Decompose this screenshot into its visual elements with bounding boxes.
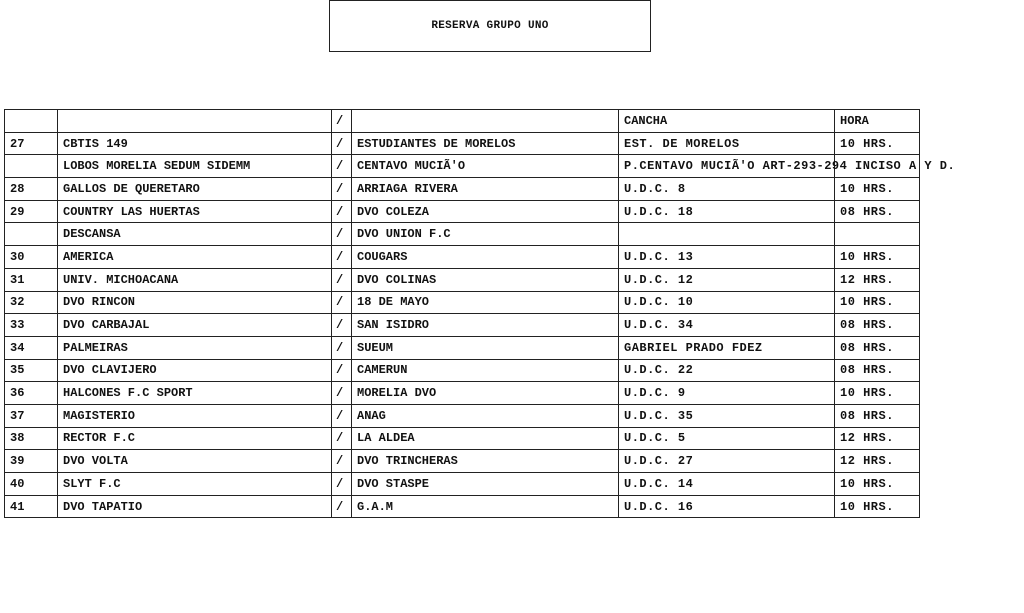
match-time: 10 HRS. (835, 178, 920, 201)
table-row (5, 495, 920, 518)
table-row (5, 178, 920, 201)
away-team: CAMERUN (352, 359, 619, 382)
versus-separator: / (332, 427, 352, 450)
match-number: 40 (5, 473, 58, 496)
versus-separator: / (332, 495, 352, 518)
header-home (58, 110, 332, 133)
table-row (5, 246, 920, 269)
field-name: U.D.C. 9 (619, 382, 835, 405)
schedule-body (5, 110, 956, 518)
match-number (5, 155, 58, 178)
table-row (5, 268, 920, 291)
table-row (5, 359, 920, 382)
table-row (5, 314, 920, 337)
home-team: DVO VOLTA (58, 450, 332, 473)
match-number: 33 (5, 314, 58, 337)
home-team: HALCONES F.C SPORT (58, 382, 332, 405)
away-team: ESTUDIANTES DE MORELOS (352, 132, 619, 155)
field-name: U.D.C. 34 (619, 314, 835, 337)
versus-separator: / (332, 155, 352, 178)
match-number: 30 (5, 246, 58, 269)
versus-separator: / (332, 404, 352, 427)
away-team: ARRIAGA RIVERA (352, 178, 619, 201)
match-time: 12 HRS. (835, 450, 920, 473)
field-name: U.D.C. 10 (619, 291, 835, 314)
table-row (5, 382, 920, 405)
match-time: 10 HRS. (835, 473, 920, 496)
home-team: DVO RINCON (58, 291, 332, 314)
field-name: U.D.C. 12 (619, 268, 835, 291)
field-name: U.D.C. 35 (619, 404, 835, 427)
table-row (5, 200, 920, 223)
versus-separator: / (332, 382, 352, 405)
match-time: 12 HRS. (835, 268, 920, 291)
table-row (5, 450, 920, 473)
match-time: 10 HRS. (835, 246, 920, 269)
table-row (5, 336, 920, 359)
match-number: 35 (5, 359, 58, 382)
match-time: 08 HRS. (835, 200, 920, 223)
away-team: DVO TRINCHERAS (352, 450, 619, 473)
match-time: 10 HRS. (835, 495, 920, 518)
field-name (619, 223, 835, 246)
away-team: DVO COLINAS (352, 268, 619, 291)
home-team: LOBOS MORELIA SEDUM SIDEMM (58, 155, 332, 178)
home-team: SLYT F.C (58, 473, 332, 496)
field-name: EST. DE MORELOS (619, 132, 835, 155)
home-team: PALMEIRAS (58, 336, 332, 359)
home-team: DESCANSA (58, 223, 332, 246)
field-name: U.D.C. 27 (619, 450, 835, 473)
match-number: 36 (5, 382, 58, 405)
header-time: HORA (835, 110, 920, 133)
versus-separator: / (332, 473, 352, 496)
versus-separator: / (332, 314, 352, 337)
match-time: 08 HRS. (835, 336, 920, 359)
table-row (5, 291, 920, 314)
home-team: CBTIS 149 (58, 132, 332, 155)
header-field: CANCHA (619, 110, 835, 133)
versus-separator: / (332, 178, 352, 201)
field-name: U.D.C. 5 (619, 427, 835, 450)
header-sep: / (332, 110, 352, 133)
field-name: U.D.C. 8 (619, 178, 835, 201)
match-time: 08 HRS. (835, 404, 920, 427)
field-name: U.D.C. 16 (619, 495, 835, 518)
match-number: 28 (5, 178, 58, 201)
field-name: U.D.C. 14 (619, 473, 835, 496)
table-row (5, 132, 920, 155)
away-team: 18 DE MAYO (352, 291, 619, 314)
table-row (5, 427, 920, 450)
match-number: 38 (5, 427, 58, 450)
table-row (5, 223, 920, 246)
home-team: GALLOS DE QUERETARO (58, 178, 332, 201)
match-time: 08 HRS. (835, 314, 920, 337)
match-time: 08 HRS. (835, 359, 920, 382)
document-title: RESERVA GRUPO UNO (329, 0, 651, 52)
match-number: 39 (5, 450, 58, 473)
versus-separator: / (332, 336, 352, 359)
match-time: 10 HRS. (835, 291, 920, 314)
match-number: 34 (5, 336, 58, 359)
table-row (5, 473, 920, 496)
versus-separator: / (332, 359, 352, 382)
match-time: 10 HRS. (835, 382, 920, 405)
home-team: DVO CARBAJAL (58, 314, 332, 337)
away-team: DVO COLEZA (352, 200, 619, 223)
table-row (5, 404, 920, 427)
away-team: ANAG (352, 404, 619, 427)
away-team: DVO UNION F.C (352, 223, 619, 246)
versus-separator: / (332, 450, 352, 473)
match-number: 41 (5, 495, 58, 518)
home-team: DVO CLAVIJERO (58, 359, 332, 382)
away-team: CENTAVO MUCIÃ'O (352, 155, 619, 178)
header-away (352, 110, 619, 133)
match-number: 37 (5, 404, 58, 427)
home-team: DVO TAPATIO (58, 495, 332, 518)
versus-separator: / (332, 200, 352, 223)
away-team: SUEUM (352, 336, 619, 359)
field-name: U.D.C. 18 (619, 200, 835, 223)
away-team: DVO STASPE (352, 473, 619, 496)
away-team: G.A.M (352, 495, 619, 518)
away-team: COUGARS (352, 246, 619, 269)
home-team: AMERICA (58, 246, 332, 269)
field-name: P.CENTAVO MUCIÃ'O ART-293-294 INCISO A Y D. (619, 155, 835, 178)
match-time (835, 223, 920, 246)
away-team: LA ALDEA (352, 427, 619, 450)
versus-separator: / (332, 268, 352, 291)
away-team: MORELIA DVO (352, 382, 619, 405)
field-name: GABRIEL PRADO FDEZ (619, 336, 835, 359)
header-num (5, 110, 58, 133)
match-number: 29 (5, 200, 58, 223)
match-number: 31 (5, 268, 58, 291)
versus-separator: / (332, 132, 352, 155)
home-team: RECTOR F.C (58, 427, 332, 450)
versus-separator: / (332, 246, 352, 269)
home-team: UNIV. MICHOACANA (58, 268, 332, 291)
match-number (5, 223, 58, 246)
table-row (5, 155, 920, 178)
field-name: U.D.C. 13 (619, 246, 835, 269)
versus-separator: / (332, 291, 352, 314)
match-number: 27 (5, 132, 58, 155)
match-time: 12 HRS. (835, 427, 920, 450)
match-number: 32 (5, 291, 58, 314)
header-row (5, 110, 920, 133)
schedule-table (4, 109, 956, 518)
home-team: MAGISTERIO (58, 404, 332, 427)
versus-separator: / (332, 223, 352, 246)
home-team: COUNTRY LAS HUERTAS (58, 200, 332, 223)
match-time: 10 HRS. (835, 132, 920, 155)
field-name: U.D.C. 22 (619, 359, 835, 382)
away-team: SAN ISIDRO (352, 314, 619, 337)
